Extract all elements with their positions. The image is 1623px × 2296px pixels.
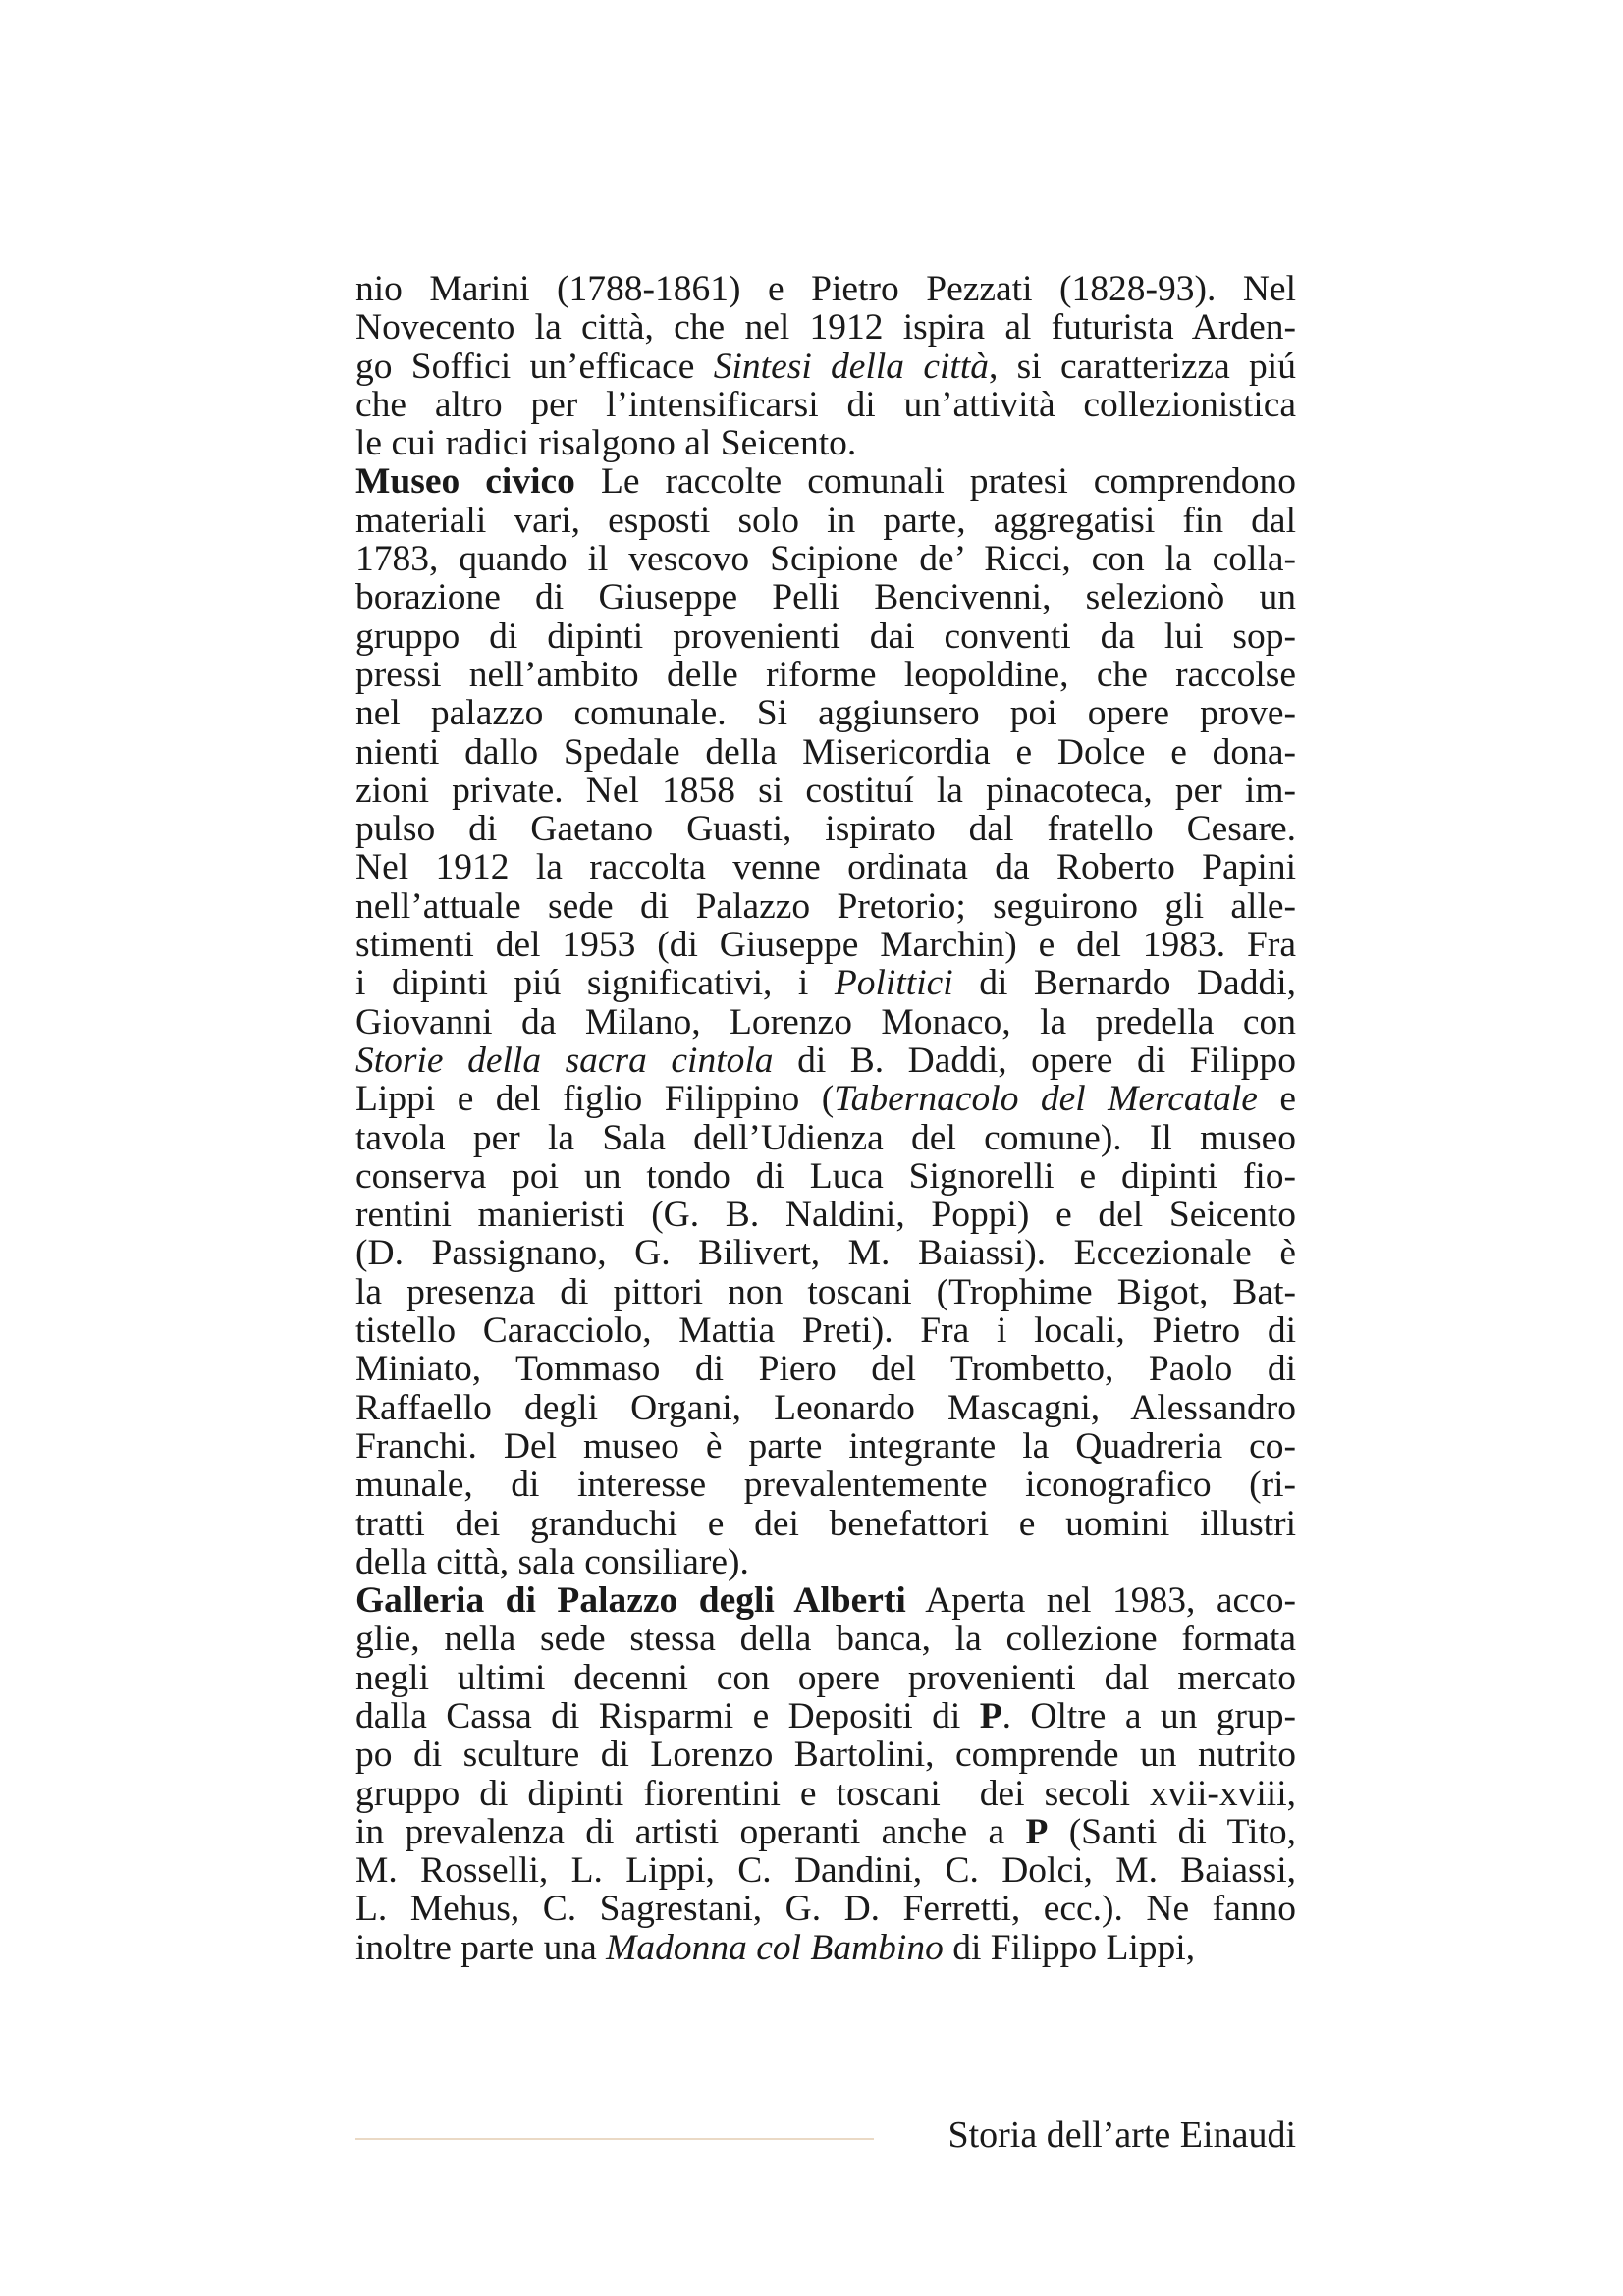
text-line <box>355 772 1296 810</box>
text-line <box>355 1929 1296 1967</box>
text-run: pulso di Gaetano Guasti, ispirato dal fratello Cesare. <box>355 809 1296 850</box>
text-run: tavola per la Sala dell’Udienza del comune). Il museo <box>355 1117 1296 1158</box>
text-run: glie, nella sede stessa della banca, la collezione formata <box>355 1619 1296 1660</box>
text-run: nio Marini (1788-1861) e Pietro Pezzati (1828-93). Nel <box>355 269 1296 309</box>
text-line <box>355 1196 1296 1234</box>
text-run: Nel 1912 la raccolta venne ordinata da Roberto Papini <box>355 847 1296 888</box>
text-line <box>355 347 1296 386</box>
text-line <box>355 1427 1296 1466</box>
bold-heading: P <box>979 1695 1002 1736</box>
text-line <box>355 1273 1296 1311</box>
text-run: la presenza di pittori non toscani (Trophime Bigot, Bat- <box>355 1271 1296 1312</box>
text-run: di B. Daddi, opere di Filippo <box>773 1040 1296 1081</box>
text-run: Novecento la città, che nel 1912 ispira al futurista Arden- <box>355 307 1296 348</box>
text-run: , si caratterizza piú <box>989 346 1296 387</box>
text-line <box>355 578 1296 616</box>
text-line <box>355 462 1296 501</box>
text-line <box>355 308 1296 347</box>
text-run: Aperta nel 1983, acco- <box>905 1580 1296 1622</box>
text-line <box>355 1119 1296 1157</box>
text-line <box>355 1350 1296 1388</box>
text-line <box>355 1697 1296 1735</box>
text-run: . Oltre a un grup- <box>1001 1695 1297 1736</box>
text-run: nell’attuale sede di Palazzo Pretorio; seguirono gli alle- <box>355 885 1296 927</box>
text-line <box>355 694 1296 732</box>
bold-heading: P <box>1025 1811 1049 1852</box>
text-line <box>355 1389 1296 1427</box>
text-line <box>355 540 1296 578</box>
text-line <box>355 424 1296 462</box>
text-run: negli ultimi decenni con opere provenienti dal mercato <box>355 1657 1296 1698</box>
text-run: gruppo di dipinti provenienti dai conventi da lui sop- <box>355 615 1296 657</box>
text-line <box>355 656 1296 694</box>
text-run: rentini manieristi (G. B. Naldini, Poppi) e del Seicento <box>355 1195 1296 1236</box>
text-line <box>355 1620 1296 1658</box>
text-run: Franchi. Del museo è parte integrante la Quadreria co- <box>355 1425 1296 1467</box>
text-line <box>355 1041 1296 1080</box>
text-run: di Bernardo Daddi, <box>952 963 1296 1004</box>
text-line <box>355 270 1296 308</box>
body-text <box>355 270 1296 1967</box>
text-line <box>355 1157 1296 1196</box>
text-run: tratti dei granduchi e dei benefattori e uomini illustri <box>355 1503 1296 1544</box>
text-run: zioni private. Nel 1858 si costituí la pinacoteca, per im- <box>355 770 1296 811</box>
text-run: (Santi di Tito, <box>1048 1811 1296 1852</box>
text-run: Miniato, Tommaso di Piero del Trombetto, Paolo di <box>355 1349 1296 1390</box>
bold-heading: Galleria di Palazzo degli Alberti <box>355 1580 906 1622</box>
text-line <box>355 386 1296 424</box>
text-line <box>355 733 1296 772</box>
text-run: po di sculture di Lorenzo Bartolini, comprende un nutrito <box>355 1735 1296 1776</box>
text-run: L. Mehus, C. Sagrestani, G. D. Ferretti, ecc.). Ne fanno <box>355 1889 1296 1930</box>
text-line <box>355 617 1296 656</box>
text-run: in prevalenza di artisti operanti anche a <box>355 1811 1026 1852</box>
text-run: gruppo di dipinti fiorentini e toscani dei secoli xvii-xviii, <box>355 1773 1296 1814</box>
text-run: pressi nell’ambito delle riforme leopoldine, che raccolse <box>355 654 1296 695</box>
text-line <box>355 1581 1296 1620</box>
text-run: che altro per l’intensificarsi di un’attività collezionistica <box>355 384 1296 425</box>
footer-rule <box>355 2138 874 2140</box>
text-line <box>355 1775 1296 1813</box>
text-run: munale, di interesse prevalentemente iconografico (ri- <box>355 1465 1296 1506</box>
text-run: Lippi e del figlio Filippino ( <box>355 1079 835 1120</box>
text-line <box>355 848 1296 886</box>
text-line <box>355 502 1296 540</box>
text-run: i dipinti piú significativi, i <box>355 963 835 1004</box>
text-line <box>355 1659 1296 1697</box>
text-line <box>355 1003 1296 1041</box>
text-run: 1783, quando il vescovo Scipione de’ Ricci, con la colla- <box>355 539 1296 580</box>
bold-heading: Museo civico <box>355 461 575 503</box>
text-line <box>355 1851 1296 1890</box>
text-run: (D. Passignano, G. Bilivert, M. Baiassi). Eccezionale è <box>355 1233 1296 1274</box>
text-run: e <box>1257 1079 1296 1120</box>
italic-title: Tabernacolo del Mercatale <box>834 1079 1258 1120</box>
text-run: materiali vari, esposti solo in parte, aggregatisi fin dal <box>355 500 1296 541</box>
text-run: borazione di Giuseppe Pelli Bencivenni, selezionò un <box>355 577 1296 618</box>
text-run: inoltre parte una <box>355 1927 607 1968</box>
text-run: nel palazzo comunale. Si aggiunsero poi opere prove- <box>355 693 1296 734</box>
paragraph <box>355 270 1296 462</box>
paragraph <box>355 1581 1296 1967</box>
text-line <box>355 1080 1296 1118</box>
text-run: dalla Cassa di Risparmi e Depositi di <box>355 1695 980 1736</box>
italic-title: Sintesi della città <box>713 346 989 387</box>
text-line <box>355 1543 1296 1581</box>
text-run: go Soffici un’efficace <box>355 346 714 387</box>
italic-title: Storie della sacra cintola <box>355 1040 774 1081</box>
text-run: della città, sala consiliare). <box>355 1541 749 1582</box>
text-run: di Filippo Lippi, <box>943 1927 1196 1968</box>
italic-title: Polittici <box>834 963 953 1004</box>
italic-title: Madonna col Bambino <box>606 1927 944 1968</box>
text-line <box>355 1234 1296 1272</box>
text-line <box>355 1466 1296 1504</box>
text-line <box>355 887 1296 926</box>
text-run: M. Rosselli, L. Lippi, C. Dandini, C. Dolci, M. Baiassi, <box>355 1850 1296 1892</box>
text-run: le cui radici risalgono al Seicento. <box>355 423 857 464</box>
paragraph <box>355 462 1296 1581</box>
text-run: conserva poi un tondo di Luca Signorelli e dipinti fio- <box>355 1155 1296 1197</box>
text-line <box>355 1890 1296 1928</box>
text-line <box>355 926 1296 964</box>
text-run: tistello Caracciolo, Mattia Preti). Fra i locali, Pietro di <box>355 1310 1296 1352</box>
text-line <box>355 1505 1296 1543</box>
text-line <box>355 1735 1296 1774</box>
text-run: stimenti del 1953 (di Giuseppe Marchin) e del 1983. Fra <box>355 925 1296 966</box>
text-line <box>355 1311 1296 1350</box>
footer-title: Storia dell’arte Einaudi <box>947 2114 1296 2156</box>
text-line <box>355 964 1296 1002</box>
text-run: Giovanni da Milano, Lorenzo Monaco, la predella con <box>355 1001 1296 1042</box>
text-run: Raffaello degli Organi, Leonardo Mascagni, Alessandro <box>355 1387 1296 1428</box>
text-run: nienti dallo Spedale della Misericordia e Dolce e dona- <box>355 731 1296 773</box>
text-line <box>355 1813 1296 1851</box>
text-run: Le raccolte comunali pratesi comprendono <box>574 461 1296 503</box>
text-line <box>355 810 1296 848</box>
